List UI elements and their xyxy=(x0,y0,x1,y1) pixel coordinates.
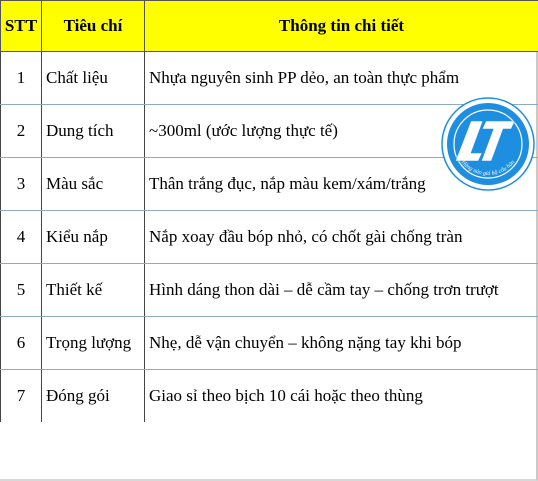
row-detail: Nhựa nguyên sinh PP dẻo, an toàn thực phẩm xyxy=(145,52,538,105)
row-stt: 7 xyxy=(1,370,42,423)
row-detail: Nắp xoay đầu bóp nhỏ, có chốt gài chống tràn xyxy=(145,211,538,264)
table-row xyxy=(1,211,538,264)
table-row xyxy=(1,317,538,370)
header-row xyxy=(1,1,538,52)
row-criterion: Màu sắc xyxy=(42,158,145,211)
lt-logo-watermark xyxy=(441,97,535,191)
row-stt: 3 xyxy=(1,158,42,211)
row-detail: ~300ml (ước lượng thực tế) xyxy=(145,105,538,158)
row-criterion: Chất liệu xyxy=(42,52,145,105)
header-detail: Thông tin chi tiết xyxy=(145,1,538,52)
logo-tagline: Hàng nào giá hộ cấu hàn xyxy=(459,159,517,178)
row-criterion: Dung tích xyxy=(42,105,145,158)
row-stt: 5 xyxy=(1,264,42,317)
table-row xyxy=(1,370,538,423)
row-detail: Giao sỉ theo bịch 10 cái hoặc theo thùng xyxy=(145,370,538,423)
row-criterion: Kiểu nắp xyxy=(42,211,145,264)
row-criterion: Đóng gói xyxy=(42,370,145,423)
row-stt: 1 xyxy=(1,52,42,105)
row-criterion: Trọng lượng xyxy=(42,317,145,370)
row-stt: 4 xyxy=(1,211,42,264)
header-criterion: Tiêu chí xyxy=(42,1,145,52)
table-row xyxy=(1,264,538,317)
row-detail: Hình dáng thon dài – dễ cầm tay – chống trơn trượt xyxy=(145,264,538,317)
row-stt: 2 xyxy=(1,105,42,158)
header-stt: STT xyxy=(1,1,42,52)
row-criterion: Thiết kế xyxy=(42,264,145,317)
row-stt: 6 xyxy=(1,317,42,370)
row-detail: Nhẹ, dễ vận chuyển – không nặng tay khi bóp xyxy=(145,317,538,370)
row-detail: Thân trắng đục, nắp màu kem/xám/trắng xyxy=(145,158,538,211)
